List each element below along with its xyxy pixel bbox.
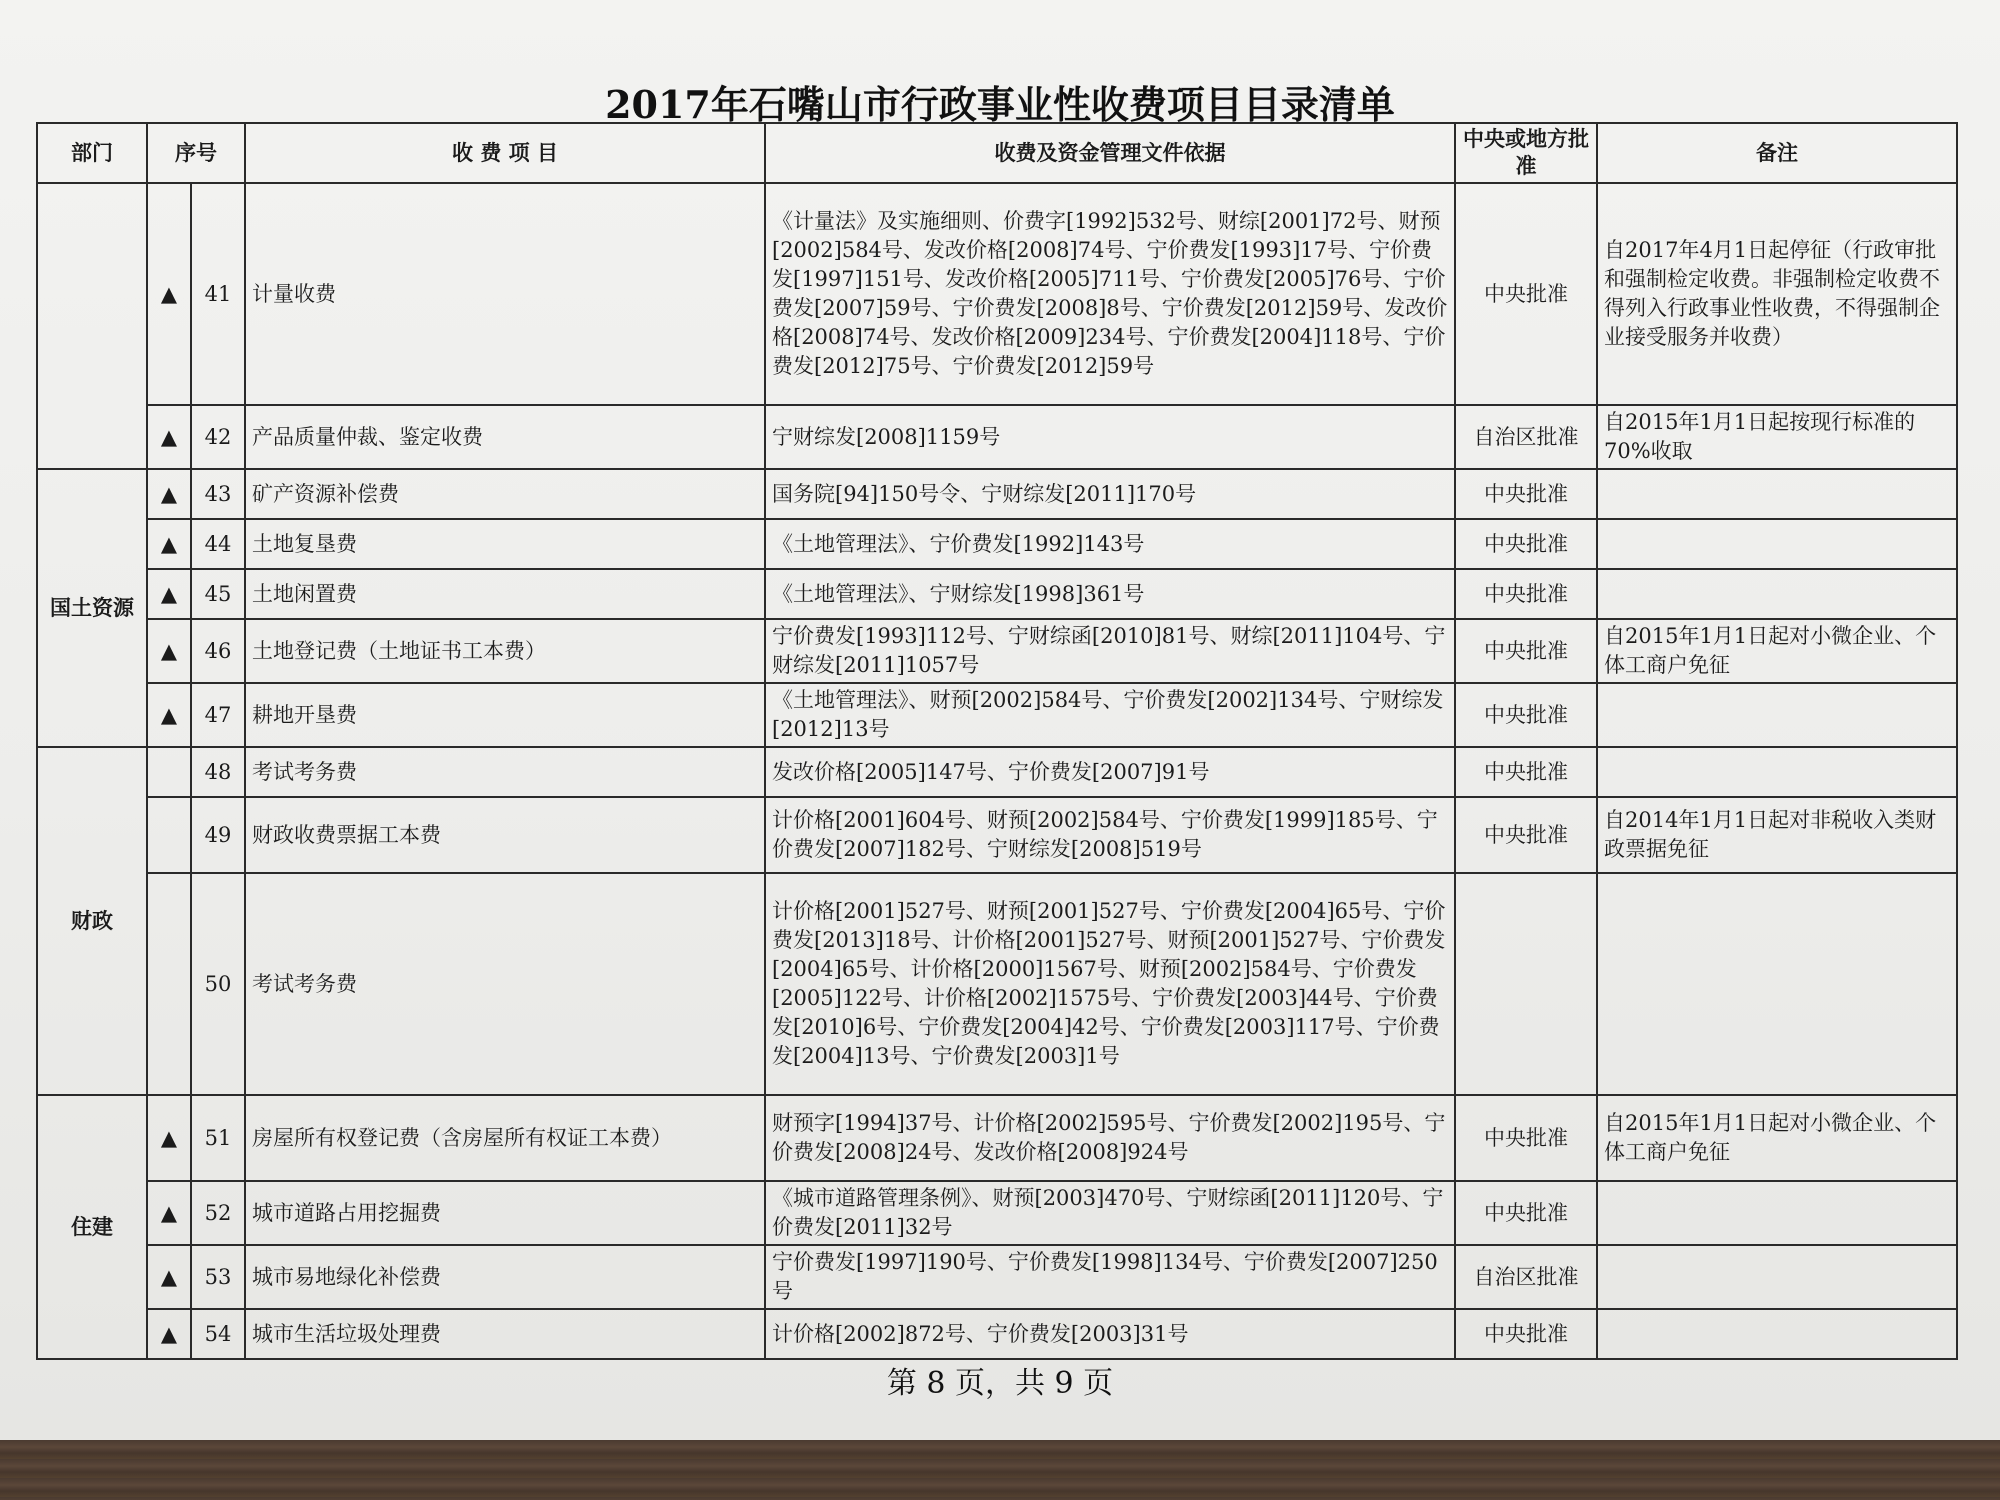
table-row [37, 797, 1957, 873]
fee-item: 考试考务费 [245, 873, 765, 1095]
fee-remark [1597, 1181, 1957, 1245]
dept-cell-blank [37, 183, 147, 469]
row-number: 49 [191, 797, 245, 873]
triangle-marker-icon: ▲ [147, 519, 191, 569]
row-number: 42 [191, 405, 245, 469]
fee-basis: 《土地管理法》、财预[2002]584号、宁价费发[2002]134号、宁财综发[2012]13号 [765, 683, 1455, 747]
table-row [37, 1309, 1957, 1359]
fee-remark: 自2017年4月1日起停征（行政审批和强制检定收费。非强制检定收费不得列入行政事业性收费，不得强制企业接受服务并收费） [1597, 183, 1957, 405]
row-marker-blank [147, 797, 191, 873]
triangle-marker-icon: ▲ [147, 1309, 191, 1359]
approval-level: 自治区批准 [1455, 405, 1597, 469]
fee-basis: 国务院[94]150号令、宁财综发[2011]170号 [765, 469, 1455, 519]
fee-basis: 宁财综发[2008]1159号 [765, 405, 1455, 469]
fee-item: 城市道路占用挖掘费 [245, 1181, 765, 1245]
header-dept: 部门 [37, 123, 147, 183]
table-header-row [37, 123, 1957, 183]
fee-remark [1597, 747, 1957, 797]
triangle-marker-icon: ▲ [147, 1181, 191, 1245]
table-row [37, 873, 1957, 1095]
fee-table [36, 122, 1958, 1360]
header-basis: 收费及资金管理文件依据 [765, 123, 1455, 183]
triangle-marker-icon: ▲ [147, 619, 191, 683]
fee-item: 矿产资源补偿费 [245, 469, 765, 519]
fee-item: 考试考务费 [245, 747, 765, 797]
row-number: 53 [191, 1245, 245, 1309]
approval-level: 中央批准 [1455, 683, 1597, 747]
triangle-marker-icon: ▲ [147, 183, 191, 405]
fee-basis: 计价格[2001]527号、财预[2001]527号、宁价费发[2004]65号、宁价费发[2013]18号、计价格[2001]527号、财预[2001]527号、宁价费发[2004]65号、计价格[2000]1567号、财预[2002]584号、宁价费发[2005]122号、计价格[2002]1575号、宁价费发[2003]44号、宁价费发[2010]6号、宁价费发[2004]42号、宁价费发[2003]117号、宁价费发[2004]13号、宁价费发[2003]1号 [765, 873, 1455, 1095]
fee-basis: 宁价费发[1993]112号、宁财综函[2010]81号、财综[2011]104号、宁财综发[2011]1057号 [765, 619, 1455, 683]
approval-level: 中央批准 [1455, 469, 1597, 519]
fee-basis: 《城市道路管理条例》、财预[2003]470号、宁财综函[2011]120号、宁价费发[2011]32号 [765, 1181, 1455, 1245]
approval-level [1455, 873, 1597, 1095]
fee-item: 财政收费票据工本费 [245, 797, 765, 873]
fee-item: 土地闲置费 [245, 569, 765, 619]
fee-basis: 《土地管理法》、宁财综发[1998]361号 [765, 569, 1455, 619]
table-row [37, 747, 1957, 797]
fee-item: 耕地开垦费 [245, 683, 765, 747]
fee-remark [1597, 1245, 1957, 1309]
fee-item: 房屋所有权登记费（含房屋所有权证工本费） [245, 1095, 765, 1181]
table-row [37, 619, 1957, 683]
approval-level: 中央批准 [1455, 797, 1597, 873]
row-number: 45 [191, 569, 245, 619]
triangle-marker-icon: ▲ [147, 1095, 191, 1181]
fee-item: 土地复垦费 [245, 519, 765, 569]
table-row [37, 1245, 1957, 1309]
table-row [37, 405, 1957, 469]
fee-remark: 自2015年1月1日起对小微企业、个体工商户免征 [1597, 619, 1957, 683]
approval-level: 自治区批准 [1455, 1245, 1597, 1309]
row-number: 43 [191, 469, 245, 519]
approval-level: 中央批准 [1455, 1309, 1597, 1359]
desk-surface [0, 1440, 2000, 1500]
fee-item: 城市易地绿化补偿费 [245, 1245, 765, 1309]
table-row [37, 469, 1957, 519]
table-row [37, 1095, 1957, 1181]
triangle-marker-icon: ▲ [147, 1245, 191, 1309]
table-row [37, 183, 1957, 405]
row-number: 48 [191, 747, 245, 797]
approval-level: 中央批准 [1455, 619, 1597, 683]
triangle-marker-icon: ▲ [147, 469, 191, 519]
fee-item: 土地登记费（土地证书工本费） [245, 619, 765, 683]
fee-remark [1597, 519, 1957, 569]
row-number: 41 [191, 183, 245, 405]
fee-basis: 《计量法》及实施细则、价费字[1992]532号、财综[2001]72号、财预[2002]584号、发改价格[2008]74号、宁价费发[1993]17号、宁价费发[1997]151号、发改价格[2005]711号、宁价费发[2005]76号、宁价费发[2007]59号、宁价费发[2008]8号、宁价费发[2012]59号、发改价格[2008]74号、发改价格[2009]234号、宁价费发[2004]118号、宁价费发[2012]75号、宁价费发[2012]59号 [765, 183, 1455, 405]
approval-level: 中央批准 [1455, 569, 1597, 619]
dept-housing: 住建 [37, 1095, 147, 1359]
document-title: 2017年石嘴山市行政事业性收费项目目录清单 [605, 82, 1395, 127]
approval-level: 中央批准 [1455, 747, 1597, 797]
approval-level: 中央批准 [1455, 183, 1597, 405]
approval-level: 中央批准 [1455, 519, 1597, 569]
row-number: 50 [191, 873, 245, 1095]
fee-remark [1597, 1309, 1957, 1359]
fee-remark [1597, 873, 1957, 1095]
fee-basis: 计价格[2002]872号、宁价费发[2003]31号 [765, 1309, 1455, 1359]
row-number: 54 [191, 1309, 245, 1359]
fee-remark [1597, 683, 1957, 747]
row-marker-blank [147, 747, 191, 797]
dept-land-resources: 国土资源 [37, 469, 147, 747]
table-row [37, 569, 1957, 619]
header-approval: 中央或地方批准 [1455, 123, 1597, 183]
triangle-marker-icon: ▲ [147, 405, 191, 469]
triangle-marker-icon: ▲ [147, 683, 191, 747]
page-number: 第 8 页，共 9 页 [886, 1366, 1114, 1401]
fee-basis: 宁价费发[1997]190号、宁价费发[1998]134号、宁价费发[2007]250号 [765, 1245, 1455, 1309]
header-remark: 备注 [1597, 123, 1957, 183]
row-number: 47 [191, 683, 245, 747]
fee-item: 城市生活垃圾处理费 [245, 1309, 765, 1359]
fee-basis: 发改价格[2005]147号、宁价费发[2007]91号 [765, 747, 1455, 797]
approval-level: 中央批准 [1455, 1181, 1597, 1245]
approval-level: 中央批准 [1455, 1095, 1597, 1181]
fee-remark: 自2015年1月1日起按现行标准的70%收取 [1597, 405, 1957, 469]
triangle-marker-icon: ▲ [147, 569, 191, 619]
table-row [37, 683, 1957, 747]
row-number: 51 [191, 1095, 245, 1181]
row-number: 44 [191, 519, 245, 569]
table-row [37, 519, 1957, 569]
table-row [37, 1181, 1957, 1245]
dept-finance: 财政 [37, 747, 147, 1095]
fee-remark: 自2014年1月1日起对非税收入类财政票据免征 [1597, 797, 1957, 873]
fee-basis: 计价格[2001]604号、财预[2002]584号、宁价费发[1999]185号、宁价费发[2007]182号、宁财综发[2008]519号 [765, 797, 1455, 873]
header-seq: 序号 [147, 123, 245, 183]
fee-remark: 自2015年1月1日起对小微企业、个体工商户免征 [1597, 1095, 1957, 1181]
fee-item: 产品质量仲裁、鉴定收费 [245, 405, 765, 469]
fee-remark [1597, 469, 1957, 519]
fee-item: 计量收费 [245, 183, 765, 405]
row-number: 46 [191, 619, 245, 683]
row-number: 52 [191, 1181, 245, 1245]
row-marker-blank [147, 873, 191, 1095]
header-item: 收 费 项 目 [245, 123, 765, 183]
fee-basis: 财预字[1994]37号、计价格[2002]595号、宁价费发[2002]195号、宁价费发[2008]24号、发改价格[2008]924号 [765, 1095, 1455, 1181]
fee-basis: 《土地管理法》、宁价费发[1992]143号 [765, 519, 1455, 569]
fee-remark [1597, 569, 1957, 619]
